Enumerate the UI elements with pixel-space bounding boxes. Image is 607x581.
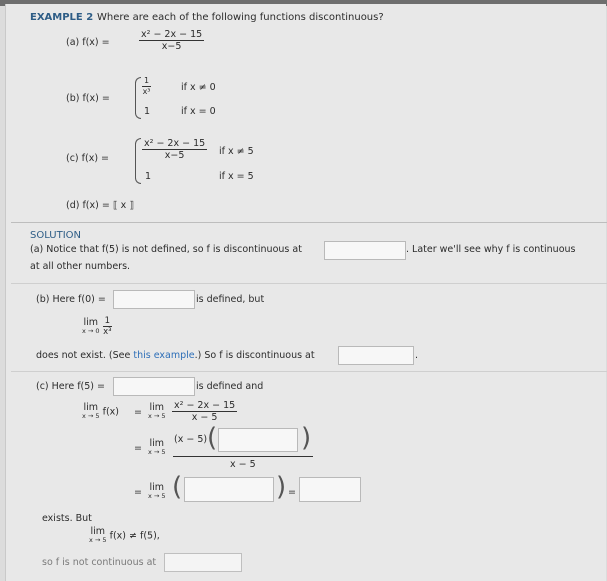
- solution-b-limit: [82, 316, 112, 337]
- answer-limit-value-input[interactable]: [299, 477, 361, 502]
- lim-subscript: x → 5: [148, 412, 166, 421]
- answer-last-input[interactable]: [164, 553, 242, 572]
- solution-c-den2: x − 5: [230, 459, 256, 470]
- equals-sign: =: [134, 407, 142, 418]
- lim-label: lim: [149, 482, 165, 493]
- solution-c-text2: is defined and: [196, 381, 264, 392]
- left-paren: (: [172, 472, 183, 502]
- part-b-fraction: [142, 76, 151, 96]
- solution-c-lim4: [148, 483, 166, 501]
- divider: [11, 222, 607, 223]
- lim-label: lim: [83, 402, 99, 413]
- example-label: EXAMPLE 2: [30, 12, 94, 23]
- equals-sign: =: [134, 443, 142, 454]
- solution-heading: SOLUTION: [30, 230, 82, 241]
- example-question: Where are each of the following functions discontinuous?: [97, 12, 384, 23]
- equals-sign: =: [134, 487, 142, 498]
- lim-subscript: x → 5: [82, 412, 100, 421]
- lim-label: lim: [90, 526, 106, 537]
- part-b-numerator: 1: [144, 76, 150, 85]
- part-b-denominator: x³: [142, 86, 151, 96]
- answer-c-value-input[interactable]: [113, 377, 195, 396]
- last-text: so f is not continuous at: [42, 557, 157, 568]
- solution-b-text1: (b) Here f(0) =: [36, 294, 106, 305]
- divider: [11, 283, 607, 284]
- right-paren: ): [301, 423, 312, 453]
- divider: [11, 371, 607, 372]
- part-c-cond1: if x ≠ 5: [219, 146, 254, 157]
- part-c-val2: 1: [145, 171, 152, 182]
- example-link[interactable]: this example: [133, 350, 195, 361]
- part-a-fraction: [139, 29, 204, 53]
- part-b-cond2: if x = 0: [181, 106, 216, 117]
- solution-c-lim3: [148, 439, 166, 457]
- lim-label: lim: [83, 316, 99, 328]
- but-expression: f(x) ≠ f(5),: [109, 530, 160, 542]
- solution-c-num2: (x − 5): [174, 434, 208, 445]
- exists-text: exists. But: [42, 513, 92, 524]
- solution-a-text1: (a) Notice that f(5) is not defined, so f is discontinuous at: [30, 244, 302, 255]
- answer-simplified-input[interactable]: [184, 477, 274, 502]
- solution-b-frac-num: 1: [104, 316, 111, 326]
- lim-subscript: x → 0: [82, 327, 100, 336]
- solution-c-lim1: [82, 403, 119, 421]
- part-d: (d) f(x) = ⟦ x ⟧: [66, 200, 134, 211]
- answer-factor-input[interactable]: [218, 428, 298, 452]
- part-c-fraction: [142, 138, 207, 162]
- part-c-cond2: if x = 5: [219, 171, 254, 182]
- lim-subscript: x → 5: [148, 448, 166, 457]
- part-c-brace: [135, 138, 141, 184]
- answer-b-point-input[interactable]: [338, 346, 414, 365]
- lim-label: lim: [149, 438, 165, 449]
- solution-c-lim5: [89, 527, 160, 545]
- fx-label: f(x): [102, 406, 119, 418]
- part-b-cond1: if x ≠ 0: [181, 82, 216, 93]
- solution-b-text3-post: .) So f is discontinuous at: [194, 350, 315, 361]
- equals-sign: =: [288, 487, 296, 498]
- part-c-numerator: x² − 2x − 15: [144, 138, 206, 149]
- solution-c-frac1: [172, 400, 237, 424]
- content-panel: [5, 4, 606, 581]
- solution-c-num1: x² − 2x − 15: [174, 400, 236, 411]
- solution-b-text2: is defined, but: [196, 294, 265, 305]
- solution-a-text3: at all other numbers.: [30, 261, 131, 272]
- part-c-denominator: x−5: [164, 150, 185, 162]
- answer-b-value-input[interactable]: [113, 290, 195, 309]
- left-paren: (: [207, 423, 218, 453]
- solution-b-text3: [36, 350, 315, 361]
- solution-b-frac-den: x³: [103, 327, 112, 338]
- lim-subscript: x → 5: [89, 536, 107, 545]
- answer-a-input[interactable]: [324, 241, 406, 260]
- lim-label: lim: [149, 402, 165, 413]
- fraction-bar: [173, 456, 313, 457]
- part-c-prefix: (c) f(x) =: [66, 153, 110, 164]
- solution-c-den1: x − 5: [191, 412, 218, 424]
- period: .: [415, 350, 419, 361]
- part-b-brace: [135, 77, 141, 119]
- part-a-denominator: x−5: [161, 41, 182, 53]
- solution-b-text3-pre: does not exist. (See: [36, 350, 134, 361]
- solution-c-lim2: [148, 403, 166, 421]
- part-a-numerator: x² − 2x − 15: [141, 29, 203, 40]
- right-paren: ): [276, 472, 287, 502]
- part-a-prefix: (a) f(x) =: [66, 37, 110, 48]
- part-b-prefix: (b) f(x) =: [66, 93, 110, 104]
- solution-a-text2: . Later we'll see why f is continuous: [406, 244, 576, 255]
- part-b-val2: 1: [144, 106, 151, 117]
- lim-subscript: x → 5: [148, 492, 166, 501]
- solution-c-text1: (c) Here f(5) =: [36, 381, 105, 392]
